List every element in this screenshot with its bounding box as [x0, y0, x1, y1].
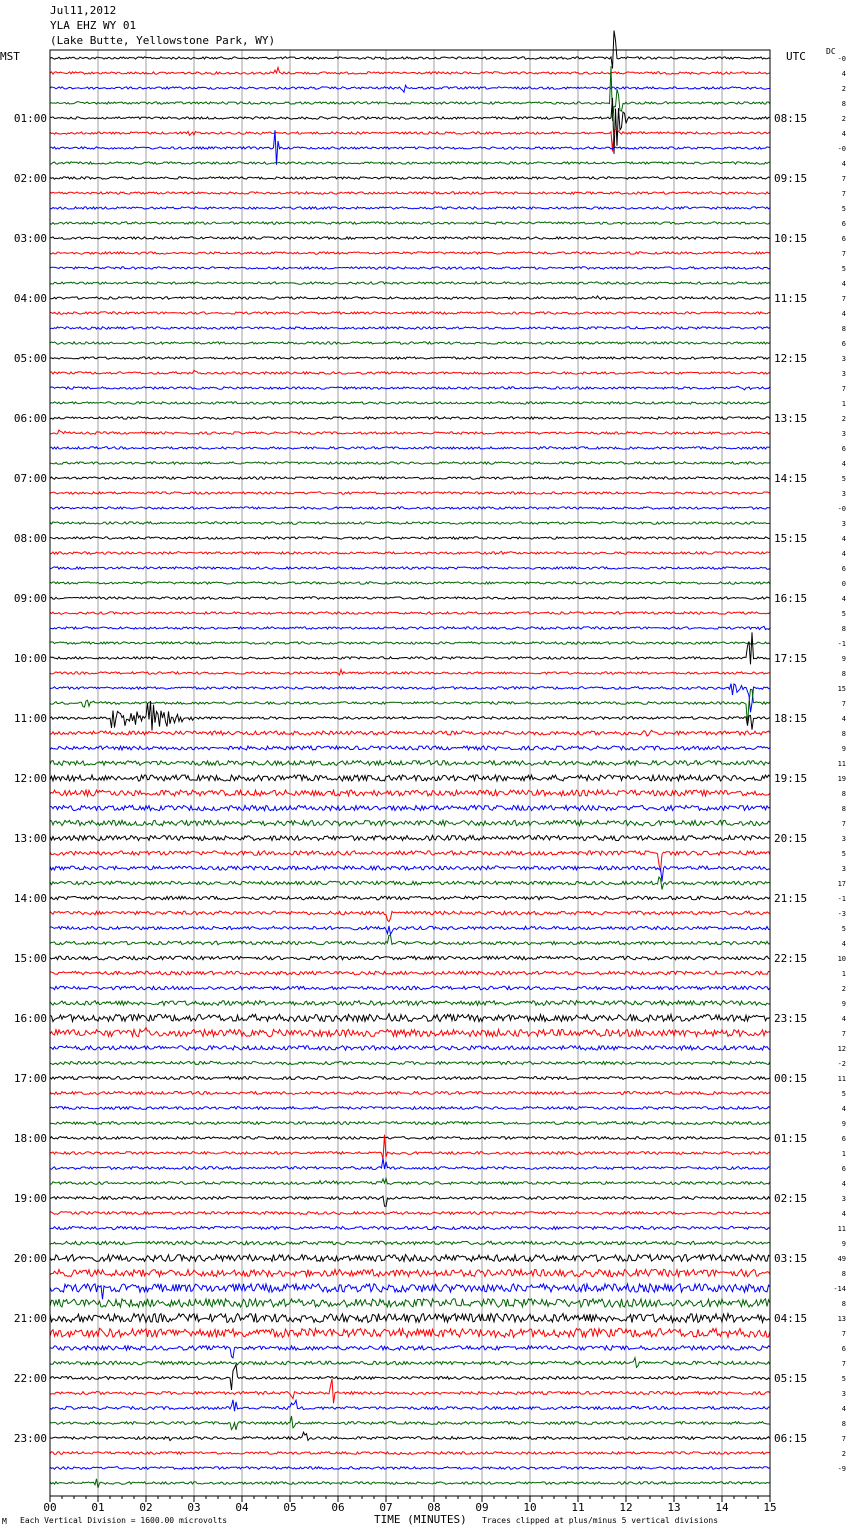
trace-row-70 [50, 1107, 770, 1110]
left-hour-label: 11:00 [13, 712, 47, 725]
trace-row-86 [50, 1346, 770, 1358]
dc-offset-label: 4 [841, 535, 846, 543]
trace-row-24 [50, 417, 770, 419]
left-hour-label: 08:00 [13, 532, 47, 545]
trace-row-7 [50, 162, 770, 164]
dc-offset-label: 7 [841, 820, 846, 828]
trace-row-47 [50, 761, 770, 766]
dc-offset-label: 7 [841, 385, 846, 393]
trace-row-39 [50, 642, 770, 644]
dc-offset-label: 5 [841, 1375, 846, 1383]
dc-offset-label: 7 [841, 1435, 846, 1443]
dc-offset-label: 19 [837, 775, 846, 783]
trace-row-6 [50, 130, 770, 165]
left-hour-label: 05:00 [13, 352, 47, 365]
dc-offset-label: 8 [841, 625, 846, 633]
trace-row-30 [50, 507, 770, 509]
right-hour-label: 04:15 [774, 1312, 808, 1325]
trace-row-16 [50, 296, 770, 300]
left-hour-label: 09:00 [13, 592, 47, 605]
x-tick-label: 06 [331, 1501, 345, 1514]
right-hour-label: 08:15 [774, 112, 808, 125]
dc-offset-label: 7 [841, 190, 846, 198]
left-hour-label: 04:00 [13, 292, 47, 305]
x-tick-label: 14 [715, 1501, 729, 1514]
dc-offset-label: 5 [841, 850, 846, 858]
trace-row-91 [50, 1416, 770, 1430]
dc-offset-label: 6 [841, 235, 846, 243]
trace-row-57 [50, 911, 770, 921]
dc-offset-label: 8 [841, 1420, 846, 1428]
trace-row-17 [50, 312, 770, 314]
dc-offset-label: -0 [837, 505, 846, 513]
dc-offset-label: 8 [841, 790, 846, 798]
right-hour-label: 12:15 [774, 352, 808, 365]
dc-offset-label: 3 [841, 520, 846, 528]
dc-offset-label: 8 [841, 1270, 846, 1278]
trace-row-41 [50, 670, 770, 676]
trace-row-58 [50, 926, 770, 935]
trace-row-77 [50, 1212, 770, 1215]
trace-row-87 [50, 1358, 770, 1368]
trace-row-13 [50, 252, 770, 254]
dc-offset-label: 4 [841, 595, 846, 603]
trace-row-25 [50, 430, 770, 434]
x-tick-label: 10 [523, 1501, 537, 1514]
right-hour-label: 21:15 [774, 892, 808, 905]
right-hour-label: 15:15 [774, 532, 808, 545]
x-axis-ticks [50, 1496, 770, 1502]
trace-row-14 [50, 267, 770, 269]
left-hour-label: 23:00 [13, 1432, 47, 1445]
trace-row-32 [50, 537, 770, 539]
dc-offset-label: 6 [841, 565, 846, 573]
trace-row-9 [50, 192, 770, 194]
x-tick-label: 03 [187, 1501, 201, 1514]
x-tick-label: 05 [283, 1501, 297, 1514]
dc-offset-label: 10 [837, 955, 846, 963]
trace-row-67 [50, 1061, 770, 1064]
dc-offset-label: 11 [837, 1075, 846, 1083]
dc-offset-label: 4 [841, 1210, 846, 1218]
dc-offset-label: 11 [837, 760, 846, 768]
trace-row-72 [50, 1137, 770, 1140]
dc-offset-label: 5 [841, 265, 846, 273]
right-hour-label: 10:15 [774, 232, 808, 245]
dc-offset-label: 5 [841, 1090, 846, 1098]
dc-offset-label: 3 [841, 835, 846, 843]
header-date: Jul11,2012 [50, 4, 117, 17]
trace-row-20 [50, 357, 770, 359]
dc-offset-label: 7 [841, 700, 846, 708]
dc-offset-label: 3 [841, 1390, 846, 1398]
trace-row-45 [50, 730, 770, 736]
dc-offset-label: 2 [841, 415, 846, 423]
dc-title: DC [826, 47, 836, 56]
dc-offset-label: 9 [841, 1240, 846, 1248]
dc-offset-label: 4 [841, 460, 846, 468]
dc-offset-label: 7 [841, 1030, 846, 1038]
trace-row-29 [50, 492, 770, 494]
left-hour-label: 03:00 [13, 232, 47, 245]
dc-offset-label: 11 [837, 1225, 846, 1233]
trace-row-23 [50, 402, 770, 404]
left-axis-title: MST [0, 50, 20, 63]
dc-offset-label: 5 [841, 925, 846, 933]
dc-offset-label: 3 [841, 430, 846, 438]
dc-offset-label: 7 [841, 1360, 846, 1368]
dc-offset-label: 6 [841, 340, 846, 348]
trace-row-31 [50, 522, 770, 524]
trace-row-46 [50, 746, 770, 750]
trace-row-65 [50, 1028, 770, 1037]
x-tick-label: 04 [235, 1501, 249, 1514]
trace-row-63 [50, 1001, 770, 1006]
right-hour-label: 18:15 [774, 712, 808, 725]
left-hour-label: 18:00 [13, 1132, 47, 1145]
trace-row-48 [50, 775, 770, 781]
trace-row-2 [50, 85, 770, 92]
right-hour-label: 17:15 [774, 652, 808, 665]
right-hour-label: 19:15 [774, 772, 808, 785]
right-hour-label: 02:15 [774, 1192, 808, 1205]
x-tick-label: 15 [763, 1501, 777, 1514]
left-hour-label: 22:00 [13, 1372, 47, 1385]
trace-row-38 [50, 626, 770, 629]
axis-labels [14, 55, 846, 1514]
trace-row-66 [50, 1046, 770, 1050]
trace-row-3 [50, 66, 770, 121]
dc-offset-label: 5 [841, 610, 846, 618]
trace-row-79 [50, 1241, 770, 1245]
trace-row-59 [50, 935, 770, 944]
clip-note: Traces clipped at plus/minus 5 vertical divisions [482, 1516, 719, 1525]
dc-offset-label: 4 [841, 1015, 846, 1023]
header-station: YLA EHZ WY 01 [50, 19, 137, 32]
trace-row-78 [50, 1226, 770, 1229]
trace-row-19 [50, 342, 770, 344]
dc-offset-label: 7 [841, 295, 846, 303]
dc-offset-label: 6 [841, 445, 846, 453]
grid-lines [98, 50, 722, 1496]
dc-offset-label: 1 [841, 970, 846, 978]
dc-offset-label: 8 [841, 670, 846, 678]
trace-row-81 [50, 1269, 770, 1276]
trace-row-11 [50, 222, 770, 224]
dc-offset-label: 4 [841, 70, 846, 78]
trace-row-92 [50, 1432, 770, 1440]
dc-offset-label: 4 [841, 940, 846, 948]
trace-row-42 [50, 684, 770, 713]
left-hour-label: 12:00 [13, 772, 47, 785]
left-hour-label: 14:00 [13, 892, 47, 905]
trace-row-69 [50, 1092, 770, 1095]
trace-row-85 [50, 1328, 770, 1337]
dc-offset-label: 2 [841, 115, 846, 123]
dc-offset-label: 6 [841, 1345, 846, 1353]
dc-offset-label: 6 [841, 220, 846, 228]
left-hour-label: 06:00 [13, 412, 47, 425]
left-hour-label: 02:00 [13, 172, 47, 185]
trace-row-80 [50, 1255, 770, 1262]
trace-row-1 [50, 67, 770, 74]
dc-offset-label: 0 [841, 580, 846, 588]
dc-offset-label: 8 [841, 730, 846, 738]
trace-row-8 [50, 177, 770, 179]
left-hour-label: 16:00 [13, 1012, 47, 1025]
footer-mark: M [2, 1517, 7, 1526]
right-hour-label: 20:15 [774, 832, 808, 845]
dc-offset-label: 3 [841, 355, 846, 363]
trace-row-61 [50, 971, 770, 975]
left-hour-label: 07:00 [13, 472, 47, 485]
x-tick-label: 07 [379, 1501, 393, 1514]
right-hour-label: 06:15 [774, 1432, 808, 1445]
right-hour-label: 14:15 [774, 472, 808, 485]
trace-row-49 [50, 790, 770, 796]
dc-offset-label: 2 [841, 85, 846, 93]
dc-offset-label: 4 [841, 310, 846, 318]
trace-row-84 [50, 1314, 770, 1323]
trace-row-89 [50, 1379, 770, 1404]
x-axis-title: TIME (MINUTES) [374, 1513, 467, 1526]
x-tick-label: 00 [43, 1501, 57, 1514]
right-hour-label: 00:15 [774, 1072, 808, 1085]
left-hour-label: 10:00 [13, 652, 47, 665]
dc-offset-label: 3 [841, 1195, 846, 1203]
dc-offset-label: 8 [841, 325, 846, 333]
left-hour-label: 21:00 [13, 1312, 47, 1325]
dc-offset-label: 49 [837, 1255, 846, 1263]
trace-row-10 [50, 207, 770, 209]
left-hour-label: 15:00 [13, 952, 47, 965]
dc-offset-label: -2 [837, 1060, 846, 1068]
right-hour-label: 09:15 [774, 172, 808, 185]
dc-offset-label: -0 [837, 145, 846, 153]
dc-offset-label: 9 [841, 745, 846, 753]
dc-offset-label: 3 [841, 490, 846, 498]
trace-row-95 [50, 1479, 770, 1488]
trace-row-15 [50, 282, 770, 284]
dc-offset-label: -14 [833, 1285, 846, 1293]
trace-row-76 [50, 1196, 770, 1206]
trace-row-74 [50, 1158, 770, 1169]
dc-offset-label: 3 [841, 370, 846, 378]
dc-offset-label: 2 [841, 985, 846, 993]
dc-offset-label: 6 [841, 1135, 846, 1143]
dc-offset-label: 5 [841, 205, 846, 213]
dc-offset-label: 15 [837, 685, 846, 693]
trace-row-18 [50, 327, 770, 329]
dc-offset-label: -1 [837, 895, 846, 903]
left-hour-label: 19:00 [13, 1192, 47, 1205]
dc-offset-label: 4 [841, 715, 846, 723]
x-tick-label: 08 [427, 1501, 441, 1514]
trace-row-52 [50, 836, 770, 841]
x-tick-label: 12 [619, 1501, 633, 1514]
right-hour-label: 03:15 [774, 1252, 808, 1265]
dc-offset-label: 6 [841, 1165, 846, 1173]
trace-row-50 [50, 805, 770, 810]
dc-offset-label: 4 [841, 1180, 846, 1188]
left-hour-label: 20:00 [13, 1252, 47, 1265]
dc-offset-label: 7 [841, 175, 846, 183]
trace-row-64 [50, 1014, 770, 1022]
dc-offset-label: 9 [841, 1000, 846, 1008]
dc-offset-label: 7 [841, 250, 846, 258]
trace-row-71 [50, 1122, 770, 1125]
left-hour-label: 01:00 [13, 112, 47, 125]
dc-offset-label: 4 [841, 1105, 846, 1113]
dc-offset-label: 13 [837, 1315, 846, 1323]
dc-offset-label: 4 [841, 160, 846, 168]
header-location: (Lake Butte, Yellowstone Park, WY) [50, 34, 276, 47]
trace-row-68 [50, 1077, 770, 1080]
right-axis-title: UTC [786, 50, 806, 63]
trace-row-35 [50, 582, 770, 584]
x-tick-label: 11 [571, 1501, 585, 1514]
trace-row-40 [50, 632, 770, 664]
dc-offset-label: 12 [837, 1045, 846, 1053]
dc-offset-label: 5 [841, 475, 846, 483]
trace-row-44 [50, 701, 770, 731]
trace-row-54 [50, 866, 770, 882]
x-tick-label: 13 [667, 1501, 681, 1514]
right-hour-label: 11:15 [774, 292, 808, 305]
x-tick-label: 09 [475, 1501, 489, 1514]
right-hour-label: 13:15 [774, 412, 808, 425]
dc-offset-label: 1 [841, 400, 846, 408]
right-hour-label: 01:15 [774, 1132, 808, 1145]
trace-row-75 [50, 1178, 770, 1184]
trace-row-83 [50, 1299, 770, 1307]
left-hour-label: 13:00 [13, 832, 47, 845]
dc-offset-label: -0 [837, 55, 846, 63]
trace-group [50, 31, 770, 1488]
dc-offset-label: 3 [841, 865, 846, 873]
dc-offset-label: 8 [841, 100, 846, 108]
left-hour-label: 17:00 [13, 1072, 47, 1085]
trace-row-4 [50, 98, 770, 154]
right-hour-label: 22:15 [774, 952, 808, 965]
x-tick-label: 02 [139, 1501, 153, 1514]
trace-row-51 [50, 820, 770, 826]
trace-row-27 [50, 462, 770, 464]
dc-offset-label: 17 [837, 880, 846, 888]
dc-offset-label: -9 [837, 1465, 846, 1473]
trace-row-56 [50, 896, 770, 900]
trace-row-26 [50, 447, 770, 449]
trace-row-34 [50, 567, 770, 569]
trace-row-43 [50, 689, 770, 724]
right-hour-label: 23:15 [774, 1012, 808, 1025]
trace-row-22 [50, 386, 770, 390]
x-tick-label: 01 [91, 1501, 105, 1514]
trace-row-21 [50, 370, 770, 374]
dc-offset-label: -3 [837, 910, 846, 918]
trace-row-37 [50, 612, 770, 614]
dc-offset-label: 8 [841, 1300, 846, 1308]
trace-row-82 [50, 1284, 770, 1300]
right-hour-label: 16:15 [774, 592, 808, 605]
dc-offset-label: -1 [837, 640, 846, 648]
trace-row-36 [50, 597, 770, 599]
dc-offset-label: 9 [841, 1120, 846, 1128]
trace-row-93 [50, 1452, 770, 1455]
dc-offset-label: 4 [841, 1405, 846, 1413]
trace-row-94 [50, 1467, 770, 1470]
trace-row-88 [50, 1365, 770, 1390]
dc-offset-label: 2 [841, 1450, 846, 1458]
trace-row-33 [50, 551, 770, 554]
trace-row-28 [50, 477, 770, 479]
scale-note: Each Vertical Division = 1600.00 microvolts [20, 1516, 228, 1525]
dc-offset-label: 1 [841, 1150, 846, 1158]
trace-row-60 [50, 956, 770, 960]
trace-row-12 [50, 237, 770, 239]
dc-offset-label: 8 [841, 805, 846, 813]
dc-offset-label: 9 [841, 655, 846, 663]
trace-row-90 [50, 1400, 770, 1411]
dc-offset-label: 7 [841, 1330, 846, 1338]
dc-offset-label: 4 [841, 280, 846, 288]
dc-offset-label: 4 [841, 550, 846, 558]
dc-offset-label: 4 [841, 130, 846, 138]
trace-row-62 [50, 986, 770, 990]
right-hour-label: 05:15 [774, 1372, 808, 1385]
